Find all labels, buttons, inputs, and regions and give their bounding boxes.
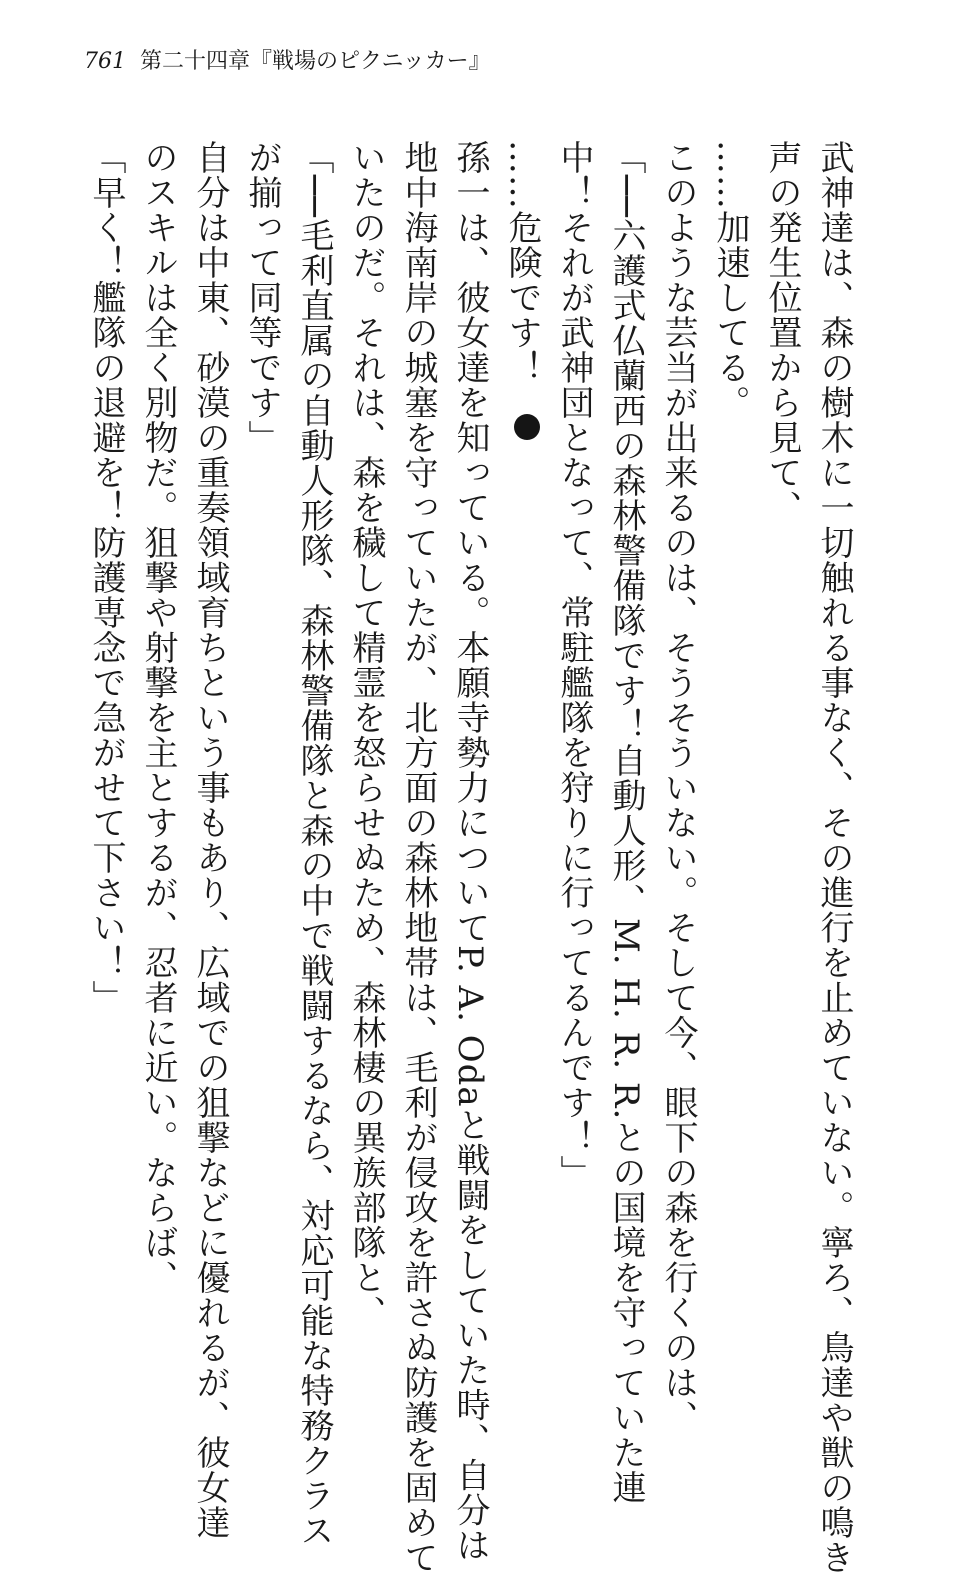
vertical-text-body bbox=[60, 140, 860, 1575]
text-line: 武神達は、森の樹木に一切触れる事なく、その進行を止めていない。寧ろ、鳥達や獣の鳴き bbox=[814, 140, 854, 1575]
text-line: 声の発生位置から見て、 bbox=[762, 140, 802, 525]
text-line: 「──毛利直属の自動人形隊、森林警備隊と森の中で戦闘するなら、対応可能な特務クラス bbox=[294, 140, 334, 1548]
text-line: 孫一は、彼女達を知っている。本願寺勢力についてP. A. Odaと戦闘をしていた時、自分は bbox=[450, 140, 490, 1563]
text-line: 中！それが武神団となって、常駐艦隊を狩りに行ってるんです！」 bbox=[554, 140, 594, 1190]
page-number: 761 bbox=[84, 49, 126, 74]
text-line: 自分は中東、砂漠の重奏領域育ちという事もあり、広域での狙撃などに優れるが、彼女達 bbox=[190, 140, 230, 1540]
chapter-title: 第二十四章『戦場のピクニッカー』 bbox=[140, 49, 491, 74]
text-line: のスキルは全く別物だ。狙撃や射撃を主とするが、忍者に近い。ならば、 bbox=[138, 140, 178, 1295]
text-line: 地中海南岸の城塞を守っていたが、北方面の森林地帯は、毛利が侵攻を許さぬ防護を固めて bbox=[398, 140, 438, 1575]
text-line: 「──六護式仏蘭西の森林警備隊です！自動人形、M. H. R. R.との国境を守っていた連 bbox=[606, 140, 646, 1506]
text-line: このような芸当が出来るのは、そうそういない。そして今、眼下の森を行くのは、 bbox=[658, 140, 698, 1435]
text-line: 「早く！艦隊の退避を！防護専念で急がせて下さい！」 bbox=[86, 140, 126, 1015]
text-line: ……危険です！ bbox=[502, 140, 542, 385]
page-header bbox=[84, 44, 491, 75]
scene-break-dot bbox=[514, 414, 540, 440]
text-line: いたのだ。それは、森を穢して精霊を怒らせぬため、森林棲の異族部隊と、 bbox=[346, 140, 386, 1330]
text-line: が揃って同等です」 bbox=[242, 140, 282, 455]
text-line: ……加速してる。 bbox=[710, 140, 750, 420]
